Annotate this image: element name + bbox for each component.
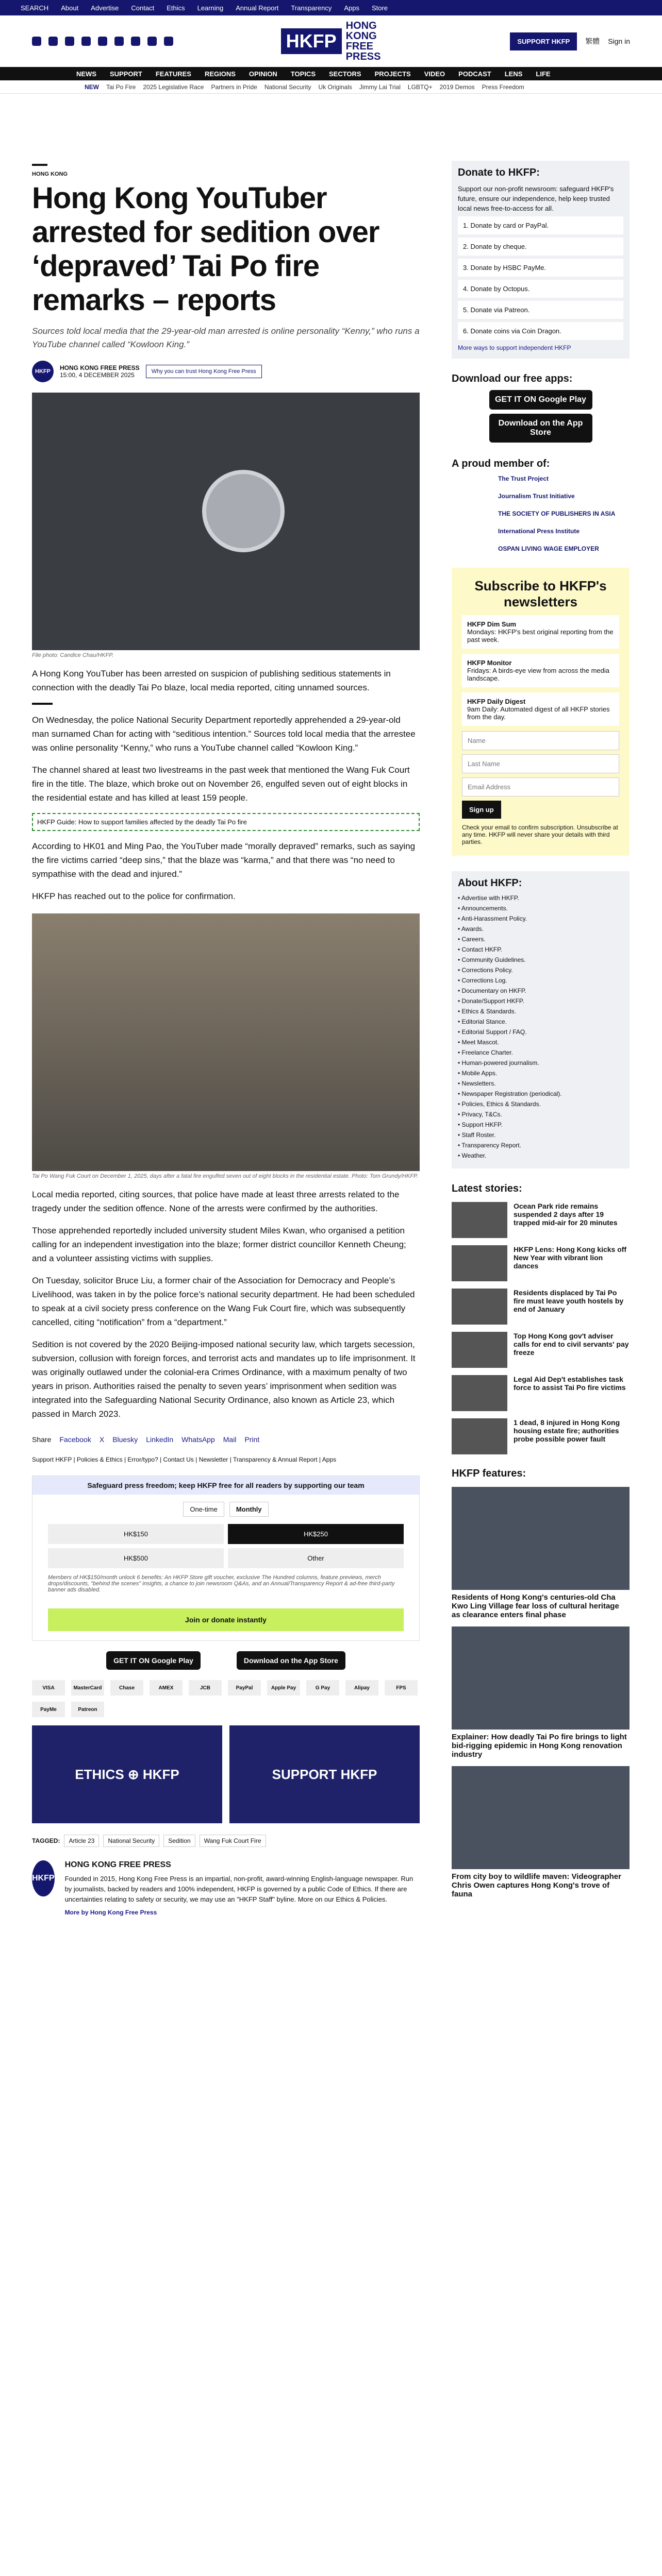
last-name-field[interactable]: Last Name xyxy=(462,754,619,773)
sign-in-link[interactable]: Sign in xyxy=(608,37,630,45)
share-x[interactable]: X xyxy=(99,1435,105,1444)
feature-title[interactable]: Residents of Hong Kong's centuries-old Cha Kwo Ling Village fear loss of cultural heritage as clearance enters final phase xyxy=(452,1593,619,1619)
hkfp-guide-link[interactable]: HKFP Guide: How to support families affected by the deadly Tai Po fire xyxy=(32,813,420,831)
byline xyxy=(32,361,420,382)
about-link[interactable]: • Documentary on HKFP. xyxy=(458,987,526,994)
donate-option[interactable]: 2. Donate by cheque. xyxy=(458,238,623,256)
paragraph: Those apprehended reportedly included university student Miles Kwan, who organised a petition calling for an independent investigation into the blaze; former district councillor Kenneth Cheung; and a volunteer assisting victims with supplies. xyxy=(32,1226,406,1263)
tag[interactable]: Sedition xyxy=(163,1835,195,1847)
paragraph: A Hong Kong YouTuber has been arrested on suspicion of publishing seditious statements in connection with the deadly Tai Po blaze, local media reported, citing unnamed sources. xyxy=(32,669,391,692)
about-link[interactable]: • Corrections Policy. xyxy=(458,967,513,974)
x-icon[interactable] xyxy=(48,37,58,46)
latest-story[interactable] xyxy=(452,1418,630,1454)
payment-icon: JCB xyxy=(189,1680,222,1696)
latest-story[interactable] xyxy=(452,1375,630,1411)
newsletter-option[interactable] xyxy=(462,654,619,687)
features-title: HKFP features: xyxy=(452,1468,526,1479)
donate-text: Support our non-profit newsroom: safeguard HKFP's future, ensure our independence, help keep trusted local news free-to-access for all. xyxy=(458,185,614,212)
about-link[interactable]: • Editorial Stance. xyxy=(458,1018,507,1025)
nav-opinion[interactable]: OPINION xyxy=(249,70,277,78)
newsletter-option[interactable] xyxy=(462,615,619,649)
about-link[interactable]: • Privacy, T&Cs. xyxy=(458,1111,502,1118)
nav-podcast[interactable]: PODCAST xyxy=(458,70,491,78)
about-link[interactable]: • Corrections Log. xyxy=(458,977,507,984)
apps-title: Download our free apps: xyxy=(452,373,573,384)
feature-thumbnail xyxy=(452,1766,630,1869)
about-link[interactable]: • Advertise with HKFP. xyxy=(458,894,519,902)
facebook-icon[interactable] xyxy=(32,37,41,46)
amount-other[interactable]: Other xyxy=(228,1548,404,1568)
about-link[interactable]: • Donate/Support HKFP. xyxy=(458,997,524,1005)
paragraph: On Wednesday, the police National Security Department reportedly apprehended a 29-year-old man surnamed Chan for acting with “seditious intention.” Sources told local media that the arrestee was online personality “Kenny,” who runs a YouTube channel called “Kowloon King.” xyxy=(32,715,416,753)
join-button[interactable]: Join or donate instantly xyxy=(48,1608,404,1631)
payment-methods xyxy=(32,1680,420,1717)
subnav-item[interactable]: Partners in Pride xyxy=(211,83,257,91)
header xyxy=(0,15,662,67)
rss-icon[interactable] xyxy=(164,37,173,46)
feature-title[interactable]: From city boy to wildlife maven: Videographer Chris Owen captures Hong Kong's trove of fauna xyxy=(452,1872,621,1899)
article xyxy=(32,161,420,1916)
publish-date: 15:00, 4 DECEMBER 2025 xyxy=(60,371,135,379)
top-store[interactable]: Store xyxy=(371,4,388,12)
author-name[interactable]: HONG KONG FREE PRESS xyxy=(64,1860,171,1869)
story-title[interactable]: Ocean Park ride remains suspended 2 days after 19 trapped mid-air for 20 minutes xyxy=(514,1202,618,1227)
newsletter-name: HKFP Dim Sum xyxy=(467,620,517,628)
share-label: Share xyxy=(32,1435,52,1444)
sidebar xyxy=(452,161,630,1916)
standfirst: Sources told local media that the 29-year-old man arrested is online personality “Kenny,” who runs a YouTube channel called “Kowloon King.” xyxy=(32,326,420,349)
feature-story[interactable] xyxy=(452,1487,630,1619)
about-link[interactable]: • Ethics & Standards. xyxy=(458,1008,516,1015)
about-link[interactable]: • Policies, Ethics & Standards. xyxy=(458,1100,541,1108)
donate-heading: Safeguard press freedom; keep HKFP free for all readers by supporting our team xyxy=(32,1476,419,1495)
newsletter-name: HKFP Daily Digest xyxy=(467,698,526,705)
about-link[interactable]: • Editorial Support / FAQ. xyxy=(458,1028,527,1036)
subnav-item[interactable]: National Security xyxy=(264,83,311,91)
feature-thumbnail xyxy=(452,1487,630,1590)
sign-up-button[interactable]: Sign up xyxy=(462,801,501,819)
about-link[interactable]: • Meet Mascot. xyxy=(458,1039,499,1046)
latest-story[interactable] xyxy=(452,1332,630,1368)
donate-option[interactable]: 5. Donate via Patreon. xyxy=(458,301,623,319)
member-logo[interactable]: Journalism Trust Initiative xyxy=(498,493,575,500)
paragraph: HKFP has reached out to the police for confirmation. xyxy=(32,891,236,901)
nav-video[interactable]: VIDEO xyxy=(424,70,445,78)
more-by-author[interactable]: More by Hong Kong Free Press xyxy=(64,1909,157,1916)
story-title[interactable]: 1 dead, 8 injured in Hong Kong housing estate fire; authorities probe possible power fault xyxy=(514,1418,620,1443)
donate-box xyxy=(452,161,630,359)
newsletter-title: Subscribe to HKFP's newsletters xyxy=(474,578,607,609)
tag[interactable]: Wang Fuk Court Fire xyxy=(200,1835,266,1847)
google-play-button[interactable]: GET IT ON Google Play xyxy=(489,390,592,410)
app-store-button[interactable]: Download on the App Store xyxy=(237,1651,345,1670)
payment-icon: FPS xyxy=(385,1680,418,1696)
top-ethics[interactable]: Ethics xyxy=(167,4,185,12)
newsletter-option[interactable] xyxy=(462,692,619,726)
donate-title: Donate to HKFP: xyxy=(458,167,540,178)
payment-icon: Alipay xyxy=(345,1680,378,1696)
about-link[interactable]: • Newsletters. xyxy=(458,1080,496,1087)
nav-lens[interactable]: LENS xyxy=(504,70,523,78)
latest-story[interactable] xyxy=(452,1245,630,1281)
nav-news[interactable]: NEWS xyxy=(76,70,96,78)
payment-icon: Patreon xyxy=(71,1702,104,1717)
donate-option[interactable]: 3. Donate by HSBC PayMe. xyxy=(458,259,623,277)
subnav-item[interactable]: Uk Originals xyxy=(318,83,352,91)
story-thumbnail xyxy=(452,1418,507,1454)
youtube-icon[interactable] xyxy=(114,37,124,46)
new-label: NEW xyxy=(85,83,99,91)
member-logo[interactable]: OSPAN LIVING WAGE EMPLOYER xyxy=(498,545,599,552)
about-link[interactable]: • Announcements. xyxy=(458,905,508,912)
share-bluesky[interactable]: Bluesky xyxy=(112,1435,138,1444)
story-thumbnail xyxy=(452,1375,507,1411)
wang-fuk-court-photo xyxy=(32,913,420,1171)
more-ways-link[interactable]: More ways to support independent HKFP xyxy=(458,344,571,351)
tags-label: TAGGED: xyxy=(32,1837,60,1844)
tags xyxy=(32,1835,420,1847)
google-play-button[interactable]: GET IT ON Google Play xyxy=(106,1651,201,1670)
photo-caption: File photo: Candice Chau/HKFP. xyxy=(32,652,114,658)
promo-banners xyxy=(32,1725,420,1823)
newsletter-desc: Mondays: HKFP's best original reporting from the past week. xyxy=(467,628,614,643)
tab-monthly[interactable]: Monthly xyxy=(229,1502,269,1517)
nav-sectors[interactable]: SECTORS xyxy=(329,70,361,78)
top-annual-report[interactable]: Annual Report xyxy=(236,4,279,12)
about-link[interactable]: • Anti-Harassment Policy. xyxy=(458,915,527,922)
about-link[interactable]: • Mobile Apps. xyxy=(458,1070,498,1077)
top-contact[interactable]: Contact xyxy=(131,4,155,12)
linkedin-icon[interactable] xyxy=(98,37,107,46)
amount-150[interactable]: HK$150 xyxy=(48,1524,224,1544)
about-link[interactable]: • Community Guidelines. xyxy=(458,956,526,963)
about-link[interactable]: • Human-powered journalism. xyxy=(458,1059,539,1066)
newsletter-name: HKFP Monitor xyxy=(467,659,512,667)
latest-title: Latest stories: xyxy=(452,1183,522,1194)
member-logos xyxy=(452,475,630,552)
police-badge-icon xyxy=(202,470,285,552)
feature-story[interactable] xyxy=(452,1766,630,1899)
donate-widget xyxy=(32,1476,420,1641)
newsletter-desc: 9am Daily: Automated digest of all HKFP stories from the day. xyxy=(467,705,610,721)
payment-icon: MasterCard xyxy=(71,1680,104,1696)
payment-icon: AMEX xyxy=(150,1680,183,1696)
latest-story[interactable] xyxy=(452,1202,630,1238)
story-thumbnail xyxy=(452,1202,507,1238)
top-bar xyxy=(0,0,662,15)
story-title[interactable]: Residents displaced by Tai Po fire must leave youth hostels by end of January xyxy=(514,1289,624,1313)
about-link[interactable]: • Contact HKFP. xyxy=(458,946,503,953)
story-thumbnail xyxy=(452,1332,507,1368)
subnav-item[interactable]: 2019 Demos xyxy=(439,83,475,91)
top-advertise[interactable]: Advertise xyxy=(91,4,119,12)
about-link[interactable]: • Freelance Charter. xyxy=(458,1049,513,1056)
top-apps[interactable]: Apps xyxy=(344,4,359,12)
top-search[interactable]: SEARCH xyxy=(21,4,49,12)
newsletter-note: Check your email to confirm subscription. Unsubscribe at any time. HKFP will never share your details with third parties. xyxy=(462,824,618,845)
support-hkfp-button[interactable]: SUPPORT HKFP xyxy=(510,32,577,50)
tag[interactable]: National Security xyxy=(103,1835,159,1847)
threads-icon[interactable] xyxy=(81,37,91,46)
share-print[interactable]: Print xyxy=(244,1435,260,1444)
member-benefits: Members of HK$150/month unlock 6 benefits: An HKFP Store gift voucher, exclusive The Hundred columns, feature previews, merch drops/discounts, "behind the scenes" insights, a chance to join newsroom Q&As, and an Annual/Transparency Report & ad-free third-party banner ads disabled. xyxy=(48,1574,395,1593)
instagram-icon[interactable] xyxy=(65,37,74,46)
share-facebook[interactable]: Facebook xyxy=(59,1435,91,1444)
language-link[interactable]: 繁體 xyxy=(585,37,600,45)
paragraph: On Tuesday, solicitor Bruce Liu, a former chair of the Association for Democracy and People’s Livelihood, was taken in by the police force’s national security department. He had been scheduled to speak at a civil society press conference on the Wang Fuk Court fire, which was subsequently cancelled, citing “notification” from a “department.” xyxy=(32,1276,415,1327)
story-title[interactable]: HKFP Lens: Hong Kong kicks off New Year with vibrant lion dances xyxy=(514,1245,627,1270)
nav-features[interactable]: FEATURES xyxy=(155,70,191,78)
story-thumbnail xyxy=(452,1245,507,1281)
subnav-item[interactable]: Jimmy Lai Trial xyxy=(359,83,401,91)
share-mail[interactable]: Mail xyxy=(223,1435,237,1444)
nav-projects[interactable]: PROJECTS xyxy=(374,70,411,78)
subnav-item[interactable]: Tai Po Fire xyxy=(106,83,136,91)
site-logo[interactable]: HKFP HONG KONG FREE PRESS xyxy=(281,21,403,62)
about-link[interactable]: • Awards. xyxy=(458,925,484,933)
payment-icon: PayPal xyxy=(228,1680,261,1696)
top-transparency[interactable]: Transparency xyxy=(291,4,332,12)
about-link[interactable]: • Careers. xyxy=(458,936,486,943)
about-link[interactable]: • Newspaper Registration (periodical). xyxy=(458,1090,562,1097)
feature-thumbnail xyxy=(452,1626,630,1730)
nav-support[interactable]: SUPPORT xyxy=(110,70,142,78)
divider xyxy=(32,703,53,705)
photo-caption: Tai Po Wang Fuk Court on December 1, 2025, days after a fatal fire engulfed seven out of eight blocks in the residential estate. Photo: Tom Grundy/HKFP. xyxy=(32,1173,419,1179)
about-link[interactable]: • Support HKFP. xyxy=(458,1121,503,1128)
story-thumbnail xyxy=(452,1289,507,1325)
share-bar xyxy=(32,1435,420,1444)
share-linkedin[interactable]: LinkedIn xyxy=(146,1435,174,1444)
subnav-item[interactable]: 2025 Legislative Race xyxy=(143,83,204,91)
payment-icon: VISA xyxy=(32,1680,65,1696)
article-title: Hong Kong YouTuber arrested for sedition over ‘depraved’ Tai Po fire remarks – reports xyxy=(32,181,379,317)
nav-life[interactable]: LIFE xyxy=(536,70,551,78)
proud-member-title: A proud member of: xyxy=(452,458,550,469)
telegram-icon[interactable] xyxy=(147,37,157,46)
top-about[interactable]: About xyxy=(61,4,79,12)
ethics-promo[interactable]: ETHICS ⊕ HKFP xyxy=(32,1725,222,1823)
payment-icon: PayMe xyxy=(32,1702,65,1717)
payment-icon: G Pay xyxy=(306,1680,339,1696)
app-store-button[interactable]: Download on the App Store xyxy=(489,414,592,443)
amount-500[interactable]: HK$500 xyxy=(48,1548,224,1568)
tag[interactable]: Article 23 xyxy=(64,1835,99,1847)
donate-option[interactable]: 6. Donate coins via Coin Dragon. xyxy=(458,322,623,340)
tab-one-time[interactable]: One-time xyxy=(183,1502,224,1517)
trust-link[interactable]: Why you can trust Hong Kong Free Press xyxy=(146,365,262,378)
donate-option[interactable]: 1. Donate by card or PayPal. xyxy=(458,216,623,234)
amount-250[interactable]: HK$250 xyxy=(228,1524,404,1544)
top-learning[interactable]: Learning xyxy=(197,4,224,12)
author-bio: Founded in 2015, Hong Kong Free Press is an impartial, non-profit, award-winning English-language newspaper. Run by journalists, backed by readers and 100% independent, HKFP is governed by a public Code of Ethics. If there are uncertainties relating to safety or security, we may use an "HKFP Staff" byline. More on our Ethics & Policies. xyxy=(64,1875,413,1903)
member-logo[interactable]: International Press Institute xyxy=(498,528,580,535)
paragraph: According to HK01 and Ming Pao, the YouTuber made “morally depraved” remarks, such as saying the fire victims carried “deep sins,” that the blaze was “karma,” and that there was “no need to sympathise with the dead and injured.” xyxy=(32,841,416,879)
email-icon[interactable] xyxy=(131,37,140,46)
police-badge-photo xyxy=(32,393,420,650)
author-box xyxy=(32,1860,420,1916)
support-promo[interactable]: SUPPORT HKFP xyxy=(229,1725,420,1823)
payment-icon: Apple Pay xyxy=(267,1680,300,1696)
about-link[interactable]: • Transparency Report. xyxy=(458,1142,521,1149)
about-link[interactable]: • Staff Roster. xyxy=(458,1131,496,1139)
paragraph: Local media reported, citing sources, that police have made at least three arrests related to the tragedy under the sedition offence. None of the arrests were confirmed by the authorities. xyxy=(32,1190,400,1213)
subnav-item[interactable]: Press Freedom xyxy=(482,83,524,91)
member-logo[interactable]: The Trust Project xyxy=(498,475,549,482)
paragraph: The channel shared at least two livestreams in the past week that mentioned the Wang Fuk Court fire in the title. The blaze, which broke out on November 26, engulfed seven out of eight blocks in the residential estate and has killed at least 159 people. xyxy=(32,765,410,803)
newsletter-box xyxy=(452,568,630,856)
feature-title[interactable]: Explainer: How deadly Tai Po fire brings to light bid-rigging epidemic in Hong Kong renovation industry xyxy=(452,1733,627,1759)
name-field[interactable]: Name xyxy=(462,731,619,750)
about-link[interactable]: • Weather. xyxy=(458,1152,487,1159)
member-logo[interactable]: THE SOCIETY OF PUBLISHERS IN ASIA xyxy=(498,510,616,517)
sub-nav xyxy=(0,80,662,94)
nav-regions[interactable]: REGIONS xyxy=(204,70,236,78)
social-icons xyxy=(32,37,173,46)
payment-icon: Chase xyxy=(110,1680,143,1696)
author-avatar[interactable]: HKFP xyxy=(32,1860,55,1896)
feature-story[interactable] xyxy=(452,1626,630,1759)
share-whatsapp[interactable]: WhatsApp xyxy=(181,1435,215,1444)
story-title[interactable]: Legal Aid Dep't establishes task force to assist Tai Po fire victims xyxy=(514,1375,626,1392)
about-title: About HKFP: xyxy=(458,877,522,889)
donate-option[interactable]: 4. Donate by Octopus. xyxy=(458,280,623,298)
newsletter-desc: Fridays: A birds-eye view from across the media landscape. xyxy=(467,667,609,682)
author-name[interactable]: HONG KONG FREE PRESS xyxy=(60,364,140,371)
divider xyxy=(32,164,47,166)
paragraph: Sedition is not covered by the 2020 Beijing-imposed national security law, which targets secession, subversion, collusion with foreign forces, and terrorist acts and mandates up to life imprisonment. It was originally outlawed under the colonial-era Crimes Ordinance, with a maximum penalty of two years in prison. Authorities raised the penalty to seven years’ imprisonment when sedition was integrated into the Safeguarding National Security Ordinance, also known as Article 23, which passed in March 2023. xyxy=(32,1340,416,1419)
email-field[interactable]: Email Address xyxy=(462,777,619,796)
story-title[interactable]: Top Hong Kong gov't adviser calls for end to civil servants' pay freeze xyxy=(514,1332,629,1357)
category-label[interactable]: HONG KONG xyxy=(32,171,68,177)
about-box xyxy=(452,871,630,1168)
author-avatar[interactable]: HKFP xyxy=(32,361,54,382)
nav-topics[interactable]: TOPICS xyxy=(290,70,316,78)
main-nav xyxy=(0,67,662,80)
subnav-item[interactable]: LGBTQ+ xyxy=(407,83,433,91)
latest-story[interactable] xyxy=(452,1289,630,1325)
support-links[interactable]: Support HKFP | Policies & Ethics | Error/typo? | Contact Us | Newsletter | Transparency & Annual Report | Apps xyxy=(32,1456,337,1463)
